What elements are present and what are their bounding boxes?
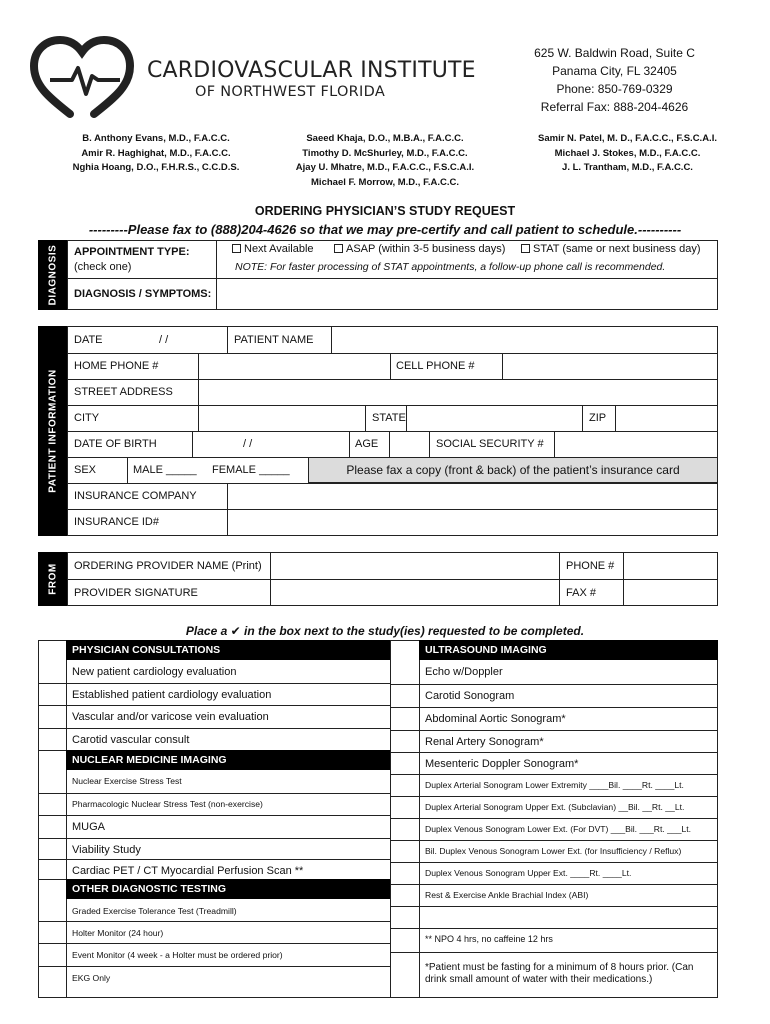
ultrasound-imaging-header: ULTRASOUND IMAGING	[419, 640, 718, 660]
study-item: Abdominal Aortic Sonogram*	[425, 713, 566, 725]
provider-name-label: ORDERING PROVIDER NAME (Print)	[74, 560, 262, 572]
study-checkbox[interactable]	[39, 683, 66, 706]
study-checkbox[interactable]	[391, 796, 418, 818]
study-checkbox[interactable]	[39, 770, 66, 793]
heart-logo-icon	[30, 36, 140, 118]
study-checkbox[interactable]	[39, 705, 66, 728]
address-line: Panama City, FL 32405	[552, 64, 677, 78]
study-checkbox[interactable]	[391, 660, 418, 684]
study-checkbox[interactable]	[39, 943, 66, 966]
doctors-column-2	[275, 132, 495, 190]
appointment-type-label: APPOINTMENT TYPE:	[74, 246, 190, 258]
option-asap[interactable]: ASAP (within 3-5 business days)	[334, 243, 505, 255]
street-address-label: STREET ADDRESS	[74, 386, 173, 398]
address-line: Referral Fax: 888-204-4626	[540, 100, 689, 114]
doctors-column-1	[50, 132, 262, 176]
diagnosis-side-label: DIAGNOSIS	[38, 240, 67, 310]
study-item: Viability Study	[72, 844, 141, 856]
provider-signature-label: PROVIDER SIGNATURE	[74, 587, 198, 599]
study-item: Echo w/Doppler	[425, 666, 503, 678]
dob-label: DATE OF BIRTH	[74, 438, 157, 450]
study-checkbox[interactable]	[391, 884, 418, 906]
study-checkbox[interactable]	[39, 966, 66, 990]
study-item: EKG Only	[72, 973, 111, 983]
study-checkbox[interactable]	[391, 707, 418, 730]
study-item: Carotid vascular consult	[72, 733, 190, 746]
study-item: Duplex Arterial Sonogram Upper Ext. (Subclavian) __Bil. __Rt. __Lt.	[425, 802, 685, 812]
home-phone-label: HOME PHONE #	[74, 360, 159, 372]
study-item: Holter Monitor (24 hour)	[72, 928, 164, 938]
insurance-id-label: INSURANCE ID#	[74, 516, 159, 528]
address-line: Phone: 850-769-0329	[556, 82, 673, 96]
appointment-type-sublabel: (check one)	[74, 261, 132, 273]
city-label: CITY	[74, 412, 100, 424]
place-check-note: Place a ✔ in the box next to the study(ies) requested to be completed.	[185, 624, 585, 638]
study-checkbox[interactable]	[39, 793, 66, 815]
doctor-name: Amir R. Haghighat, M.D., F.A.C.C.	[81, 147, 231, 159]
diagnosis-symptoms-label: DIAGNOSIS / SYMPTOMS:	[74, 288, 212, 300]
stat-note: NOTE: For faster processing of STAT appointments, a follow-up phone call is recommended.	[235, 261, 666, 273]
study-item: Bil. Duplex Venous Sonogram Lower Ext. (for Insufficiency / Reflux)	[425, 846, 682, 856]
study-checkbox[interactable]	[39, 899, 66, 921]
state-label: STATE	[372, 412, 406, 424]
insurance-company-label: INSURANCE COMPANY	[74, 490, 197, 502]
doctor-name: Michael J. Stokes, M.D., F.A.C.C.	[554, 147, 701, 159]
study-item: MUGA	[72, 821, 105, 833]
doctor-name: Nghia Hoang, D.O., F.H.R.S., C.C.D.S.	[72, 162, 240, 173]
cell-phone-label: CELL PHONE #	[396, 360, 475, 372]
study-item: Rest & Exercise Ankle Brachial Index (ABI)	[425, 890, 589, 900]
study-item: Mesenteric Doppler Sonogram*	[425, 758, 579, 770]
study-checkbox[interactable]	[391, 840, 418, 862]
male-field[interactable]: MALE _____	[133, 464, 197, 476]
address-line: 625 W. Baldwin Road, Suite C	[534, 46, 695, 60]
diagnosis-symptoms-field[interactable]	[217, 279, 717, 309]
doctor-name: J. L. Trantham, M.D., F.A.C.C.	[562, 162, 693, 173]
study-checkbox[interactable]	[39, 815, 66, 838]
study-item: Nuclear Exercise Stress Test	[72, 776, 182, 786]
patient-name-label: PATIENT NAME	[234, 334, 314, 346]
study-checkbox[interactable]	[391, 684, 418, 707]
checkbox[interactable]	[334, 244, 343, 253]
age-label: AGE	[355, 438, 379, 450]
study-item: New patient cardiology evaluation	[72, 666, 237, 678]
study-footnote: ** NPO 4 hrs, no caffeine 12 hrs	[425, 934, 553, 944]
zip-label: ZIP	[589, 412, 607, 424]
study-checkbox[interactable]	[391, 752, 418, 774]
study-checkbox[interactable]	[391, 906, 418, 928]
other-diagnostic-header: OTHER DIAGNOSTIC TESTING	[66, 879, 390, 899]
study-item: Event Monitor (4 week - a Holter must be ordered prior)	[72, 950, 283, 960]
study-checkbox[interactable]	[391, 774, 418, 796]
female-field[interactable]: FEMALE _____	[212, 464, 290, 476]
study-item: Vascular and/or varicose vein evaluation	[72, 711, 269, 723]
sex-label: SEX	[74, 464, 97, 476]
study-item: Duplex Venous Sonogram Upper Ext. ____Rt. ____Lt.	[425, 868, 632, 878]
dob-field[interactable]: / /	[243, 438, 253, 450]
study-checkbox[interactable]	[39, 838, 66, 859]
org-name-line2: OF NORTHWEST FLORIDA	[195, 84, 386, 100]
date-label: DATE	[74, 334, 103, 346]
checkbox[interactable]	[521, 244, 530, 253]
doctor-name: B. Anthony Evans, M.D., F.A.C.C.	[82, 133, 230, 144]
doctors-column-3	[525, 132, 730, 176]
date-field[interactable]: / /	[159, 334, 169, 346]
provider-phone-label: PHONE #	[566, 560, 615, 572]
study-checkbox[interactable]	[391, 818, 418, 840]
study-item: Renal Artery Sonogram*	[425, 736, 544, 748]
study-item: Duplex Arterial Sonogram Lower Extremity ____Bil. ____Rt. ____Lt.	[425, 780, 684, 790]
address-block	[512, 44, 717, 116]
org-name-line1: CARDIOVASCULAR INSTITUTE	[147, 58, 476, 83]
study-item: Cardiac PET / CT Myocardial Perfusion Scan **	[72, 865, 304, 877]
ssn-label: SOCIAL SECURITY #	[436, 438, 544, 450]
checkbox[interactable]	[232, 244, 241, 253]
study-checkbox[interactable]	[391, 928, 418, 952]
physician-consultations-header: PHYSICIAN CONSULTATIONS	[66, 640, 390, 660]
study-checkbox[interactable]	[39, 660, 66, 683]
nuclear-medicine-header: NUCLEAR MEDICINE IMAGING	[66, 750, 390, 770]
insurance-card-note: Please fax a copy (front & back) of the patient’s insurance card	[346, 463, 680, 477]
study-item: Duplex Venous Sonogram Lower Ext. (For DVT) ___Bil. ___Rt. ___Lt.	[425, 824, 692, 834]
study-checkbox[interactable]	[39, 859, 66, 879]
study-item: Established patient cardiology evaluation	[72, 688, 272, 701]
study-checkbox[interactable]	[39, 921, 66, 943]
doctor-name: Michael F. Morrow, M.D., F.A.C.C.	[311, 176, 459, 188]
study-item: Pharmacologic Nuclear Stress Test (non-exercise)	[72, 799, 263, 809]
doctor-name: Saeed Khaja, D.O., M.B.A., F.A.C.C.	[306, 133, 464, 144]
option-next-available[interactable]: Next Available	[232, 243, 314, 255]
patient-info-side-label: PATIENT INFORMATION	[38, 326, 67, 536]
option-stat[interactable]: STAT (same or next business day)	[521, 243, 701, 255]
study-footnote: *Patient must be fasting for a minimum of 8 hours prior. (Can drink small amount of water with their medications.)	[425, 962, 694, 985]
fax-instruction: ---------Please fax to (888)204-4626 so that we may pre-certify and call patient to schedule.----------	[88, 222, 682, 237]
study-checkbox[interactable]	[39, 728, 66, 751]
study-item: Graded Exercise Tolerance Test (Treadmill)	[72, 906, 237, 916]
study-checkbox[interactable]	[391, 862, 418, 884]
doctor-name: Ajay U. Mhatre, M.D., F.A.C.C., F.S.C.A.I.	[295, 162, 475, 173]
form-title: ORDERING PHYSICIAN’S STUDY REQUEST	[254, 204, 516, 218]
study-item: Carotid Sonogram	[425, 690, 515, 702]
from-side-label: FROM	[38, 552, 67, 606]
doctor-name: Timothy D. McShurley, M.D., F.A.C.C.	[302, 147, 468, 159]
doctor-name: Samir N. Patel, M. D., F.A.C.C., F.S.C.A.I.	[538, 133, 717, 144]
study-checkbox[interactable]	[391, 730, 418, 752]
study-checkbox[interactable]	[391, 952, 418, 998]
provider-fax-label: FAX #	[566, 587, 596, 599]
